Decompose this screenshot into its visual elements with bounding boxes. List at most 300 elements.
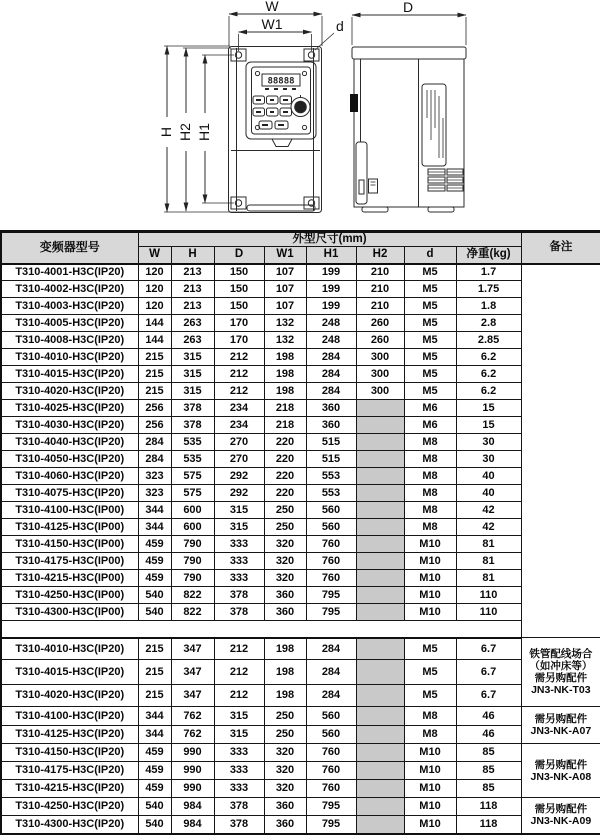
dim-cell: 2.85 — [456, 332, 521, 349]
dim-cell: 30 — [456, 434, 521, 451]
dim-cell: 210 — [356, 298, 404, 315]
dim-cell: M5 — [404, 298, 456, 315]
dim-cell: 270 — [214, 451, 264, 468]
table-row — [1, 264, 600, 281]
table-row — [1, 485, 600, 502]
label-d-hole: d — [336, 18, 344, 34]
remark-line: （如冲床等） — [529, 660, 593, 672]
label-depth: D — [402, 0, 414, 15]
dim-cell — [356, 816, 404, 834]
dim-cell: 120 — [138, 298, 171, 315]
remark-cell — [521, 707, 600, 744]
dim-cell: 790 — [171, 570, 214, 587]
dimension-drawing-svg — [0, 0, 600, 230]
dim-cell: 2.8 — [456, 315, 521, 332]
dim-cell: 248 — [306, 332, 356, 349]
dim-cell: 323 — [138, 485, 171, 502]
dim-cell: 378 — [214, 587, 264, 604]
dim-cell: 344 — [138, 519, 171, 536]
dim-cell: 212 — [214, 638, 264, 660]
header-remark: 备注 — [521, 232, 600, 264]
dim-cell: 150 — [214, 281, 264, 298]
dim-cell: 6.7 — [456, 660, 521, 685]
dim-cell: 459 — [138, 553, 171, 570]
dim-cell: M5 — [404, 315, 456, 332]
model-cell: T310-4020-H3C(IP20) — [1, 383, 138, 400]
dim-cell: 540 — [138, 798, 171, 816]
table-row — [1, 638, 600, 660]
dim-cell: M10 — [404, 798, 456, 816]
model-cell: T310-4010-H3C(IP20) — [1, 638, 138, 660]
dim-cell: 263 — [171, 332, 214, 349]
dim-cell: 315 — [214, 519, 264, 536]
table-header — [1, 232, 600, 264]
vent-slots — [428, 169, 463, 191]
model-cell: T310-4050-H3C(IP20) — [1, 451, 138, 468]
dim-cell: 600 — [171, 502, 214, 519]
dim-cell: 760 — [306, 780, 356, 798]
dim-cell: 144 — [138, 332, 171, 349]
dim-cell: 795 — [306, 798, 356, 816]
dim-cell: 333 — [214, 780, 264, 798]
dim-cell: 199 — [306, 281, 356, 298]
dim-cell: 210 — [356, 264, 404, 281]
dim-cell: 284 — [306, 638, 356, 660]
table-row — [1, 468, 600, 485]
dim-cell: 215 — [138, 366, 171, 383]
dim-cell: 560 — [306, 519, 356, 536]
dim-cell: 315 — [171, 383, 214, 400]
dim-cell: 560 — [306, 502, 356, 519]
dim-cell: 315 — [214, 502, 264, 519]
dim-cell: 378 — [171, 400, 214, 417]
table-row — [1, 587, 600, 604]
table-row — [1, 281, 600, 298]
dim-cell: 535 — [171, 434, 214, 451]
dim-cell: 1.7 — [456, 264, 521, 281]
dim-cell: M6 — [404, 400, 456, 417]
dim-cell: 110 — [456, 587, 521, 604]
header-w1: W1 — [264, 247, 306, 264]
dim-cell: 760 — [306, 536, 356, 553]
dim-cell — [356, 519, 404, 536]
model-cell: T310-4150-H3C(IP20) — [1, 744, 138, 762]
dim-cell: 170 — [214, 332, 264, 349]
dim-cell: 107 — [264, 264, 306, 281]
dim-cell: 459 — [138, 570, 171, 587]
remark-line: 铁管配线场合 — [529, 648, 593, 660]
dim-cell: 263 — [171, 315, 214, 332]
dim-cell: 110 — [456, 604, 521, 621]
dim-cell: 553 — [306, 485, 356, 502]
dim-cell: M5 — [404, 638, 456, 660]
dim-cell: 1.8 — [456, 298, 521, 315]
dim-cell: 315 — [214, 726, 264, 744]
dim-cell: M8 — [404, 519, 456, 536]
dim-cell: 760 — [306, 762, 356, 780]
dim-cell: 42 — [456, 519, 521, 536]
dim-cell: 347 — [171, 685, 214, 707]
dim-cell — [356, 780, 404, 798]
model-cell: T310-4015-H3C(IP20) — [1, 660, 138, 685]
dim-cell: 292 — [214, 485, 264, 502]
dim-cell: 344 — [138, 726, 171, 744]
table-row — [1, 451, 600, 468]
dim-cell: M5 — [404, 383, 456, 400]
dim-cell: M8 — [404, 726, 456, 744]
model-cell: T310-4125-H3C(IP20) — [1, 726, 138, 744]
model-cell: T310-4100-H3C(IP00) — [1, 502, 138, 519]
table-row — [1, 502, 600, 519]
dim-cell: 284 — [306, 383, 356, 400]
model-cell: T310-4001-H3C(IP20) — [1, 264, 138, 281]
front-view — [229, 47, 322, 213]
dim-cell: 218 — [264, 417, 306, 434]
dim-cell: 822 — [171, 587, 214, 604]
dim-cell: 210 — [356, 281, 404, 298]
remark-line: 需另购配件 — [534, 803, 588, 816]
dim-cell — [356, 417, 404, 434]
model-cell: T310-4002-H3C(IP20) — [1, 281, 138, 298]
dim-cell: 220 — [264, 485, 306, 502]
table-row — [1, 744, 600, 762]
dim-cell: M10 — [404, 816, 456, 834]
dim-cell: M8 — [404, 434, 456, 451]
dim-cell: 150 — [214, 264, 264, 281]
model-cell: T310-4060-H3C(IP20) — [1, 468, 138, 485]
dim-cell — [356, 570, 404, 587]
dim-cell: M5 — [404, 685, 456, 707]
display-digits: 88888 — [267, 76, 295, 87]
table-row — [1, 762, 600, 780]
dim-cell: 220 — [264, 468, 306, 485]
table-row — [1, 536, 600, 553]
dim-cell: 215 — [138, 660, 171, 685]
dim-cell: 118 — [456, 798, 521, 816]
dim-cell: 459 — [138, 744, 171, 762]
dim-cell: 360 — [306, 400, 356, 417]
model-cell: T310-4250-H3C(IP20) — [1, 798, 138, 816]
model-cell: T310-4250-H3C(IP00) — [1, 587, 138, 604]
status-led-marks — [265, 88, 296, 90]
dim-cell: 107 — [264, 281, 306, 298]
remark-line: JN3-NK-A07 — [530, 725, 592, 737]
dim-cell: 6.2 — [456, 383, 521, 400]
remark-cell-empty — [521, 264, 600, 638]
table-row — [1, 816, 600, 834]
remark-line: JN3-NK-A09 — [530, 815, 592, 828]
model-cell: T310-4100-H3C(IP20) — [1, 707, 138, 726]
dim-cell: 984 — [171, 798, 214, 816]
dim-cell: 85 — [456, 780, 521, 798]
dim-cell — [356, 685, 404, 707]
dim-cell — [356, 536, 404, 553]
dim-cell — [356, 726, 404, 744]
dim-cell: 1.75 — [456, 281, 521, 298]
dim-cell: 199 — [306, 264, 356, 281]
model-cell: T310-4003-H3C(IP20) — [1, 298, 138, 315]
dim-cell: M10 — [404, 587, 456, 604]
dim-cell: 213 — [171, 281, 214, 298]
dim-cell: 234 — [214, 417, 264, 434]
dim-cell: 760 — [306, 570, 356, 587]
label-w: W — [265, 0, 279, 14]
dim-cell: 256 — [138, 417, 171, 434]
dim-cell: 762 — [171, 707, 214, 726]
dim-cell: 220 — [264, 434, 306, 451]
table-row — [1, 570, 600, 587]
dim-cell: 990 — [171, 744, 214, 762]
dim-cell: M8 — [404, 707, 456, 726]
dim-cell: 46 — [456, 726, 521, 744]
dim-cell: 347 — [171, 660, 214, 685]
dim-cell: 40 — [456, 485, 521, 502]
dim-cell: M10 — [404, 780, 456, 798]
dim-cell: 120 — [138, 264, 171, 281]
dimensions-table — [0, 230, 600, 835]
dim-cell: 315 — [171, 366, 214, 383]
table-row — [1, 417, 600, 434]
remark-line: JN3-NK-T03 — [531, 684, 591, 696]
dim-cell: 300 — [356, 366, 404, 383]
dim-cell — [356, 762, 404, 780]
dim-cell: 760 — [306, 744, 356, 762]
dim-cell: 144 — [138, 315, 171, 332]
dim-cell: 575 — [171, 485, 214, 502]
dim-cell: M10 — [404, 604, 456, 621]
dim-cell: 213 — [171, 264, 214, 281]
dim-cell: 347 — [171, 638, 214, 660]
dim-cell: 198 — [264, 383, 306, 400]
table-row — [1, 685, 600, 707]
model-cell: T310-4025-H3C(IP20) — [1, 400, 138, 417]
dim-cell: 320 — [264, 762, 306, 780]
remark-cell — [521, 638, 600, 707]
dim-cell: 575 — [171, 468, 214, 485]
table-row — [1, 553, 600, 570]
dim-cell: 459 — [138, 780, 171, 798]
dim-cell: 215 — [138, 685, 171, 707]
dim-cell: 284 — [306, 660, 356, 685]
dim-cell: 15 — [456, 400, 521, 417]
dim-cell: 250 — [264, 502, 306, 519]
dim-cell: 378 — [214, 604, 264, 621]
label-h1: H1 — [196, 123, 212, 141]
header-h2: H2 — [356, 247, 404, 264]
dim-cell — [356, 587, 404, 604]
nameplate-label — [422, 84, 446, 166]
dim-cell: 284 — [138, 434, 171, 451]
dim-cell — [356, 707, 404, 726]
dim-cell: 360 — [306, 417, 356, 434]
dim-cell: 315 — [214, 707, 264, 726]
screw-icon — [302, 71, 306, 75]
dim-cell — [356, 468, 404, 485]
dim-cell: 132 — [264, 315, 306, 332]
dim-cell: 256 — [138, 400, 171, 417]
model-cell: T310-4008-H3C(IP20) — [1, 332, 138, 349]
dim-cell — [356, 604, 404, 621]
dim-cell: 215 — [138, 383, 171, 400]
dim-cell: 515 — [306, 451, 356, 468]
dim-cell: M5 — [404, 366, 456, 383]
dim-cell: 6.7 — [456, 685, 521, 707]
dim-cell: 118 — [456, 816, 521, 834]
dim-cell — [356, 485, 404, 502]
remark-line: JN3-NK-A08 — [530, 770, 592, 783]
dim-cell: 553 — [306, 468, 356, 485]
model-cell: T310-4020-H3C(IP20) — [1, 685, 138, 707]
separator-cell — [1, 621, 521, 638]
dim-cell: 320 — [264, 570, 306, 587]
dim-cell: 30 — [456, 451, 521, 468]
dim-cell: M5 — [404, 660, 456, 685]
dimension-labels — [158, 0, 413, 141]
dim-cell: 540 — [138, 604, 171, 621]
header-weight: 净重(kg) — [456, 247, 521, 264]
table-row — [1, 707, 600, 726]
dim-cell — [356, 638, 404, 660]
dim-cell: 459 — [138, 762, 171, 780]
dim-cell: M10 — [404, 553, 456, 570]
dim-cell: 6.2 — [456, 366, 521, 383]
dim-cell — [356, 553, 404, 570]
dim-cell — [356, 798, 404, 816]
label-w1: W1 — [261, 16, 283, 32]
dim-cell: 333 — [214, 553, 264, 570]
dim-cell: 790 — [171, 536, 214, 553]
dim-cell: 984 — [171, 816, 214, 834]
dimension-drawing — [0, 0, 600, 230]
dim-cell: 795 — [306, 816, 356, 834]
dim-cell: 790 — [171, 553, 214, 570]
label-h2: H2 — [177, 123, 193, 141]
keypad-panel — [246, 62, 316, 147]
dim-cell: 213 — [171, 298, 214, 315]
remark-cell — [521, 744, 600, 798]
dim-cell: 250 — [264, 726, 306, 744]
dim-cell: 315 — [171, 349, 214, 366]
separator-row — [1, 621, 600, 638]
model-cell: T310-4175-H3C(IP00) — [1, 553, 138, 570]
side-foot — [362, 207, 388, 212]
header-screw: d — [404, 247, 456, 264]
dim-cell: 220 — [264, 451, 306, 468]
mounting-tab — [350, 94, 358, 112]
dim-cell: 344 — [138, 502, 171, 519]
remark-line: 需另购配件 — [534, 672, 588, 684]
dim-cell: 81 — [456, 553, 521, 570]
dim-cell: 284 — [306, 349, 356, 366]
dim-cell: 198 — [264, 349, 306, 366]
table-row — [1, 434, 600, 451]
dim-cell: 284 — [306, 366, 356, 383]
table-row — [1, 726, 600, 744]
dim-cell: 822 — [171, 604, 214, 621]
model-cell: T310-4300-H3C(IP20) — [1, 816, 138, 834]
table-row — [1, 780, 600, 798]
side-view — [350, 47, 466, 212]
dim-cell: 990 — [171, 762, 214, 780]
dim-cell: 760 — [306, 553, 356, 570]
dim-cell: 198 — [264, 685, 306, 707]
potentiometer-knob — [291, 95, 310, 117]
model-cell: T310-4215-H3C(IP20) — [1, 780, 138, 798]
side-foot — [428, 207, 454, 212]
dim-cell: 320 — [264, 536, 306, 553]
dim-cell: 6.2 — [456, 349, 521, 366]
dim-cell: 250 — [264, 519, 306, 536]
table-row — [1, 332, 600, 349]
dim-cell: M10 — [404, 570, 456, 587]
dim-cell: 132 — [264, 332, 306, 349]
dim-cell — [356, 502, 404, 519]
dim-cell: 284 — [306, 685, 356, 707]
dim-cell: 85 — [456, 762, 521, 780]
dim-cell: 107 — [264, 298, 306, 315]
label-h: H — [158, 126, 174, 138]
dim-cell: M6 — [404, 417, 456, 434]
dim-cell: 333 — [214, 744, 264, 762]
model-cell: T310-4030-H3C(IP20) — [1, 417, 138, 434]
table-row — [1, 298, 600, 315]
dim-cell — [356, 744, 404, 762]
model-cell: T310-4125-H3C(IP00) — [1, 519, 138, 536]
dim-cell: 198 — [264, 660, 306, 685]
dim-cell: 378 — [214, 798, 264, 816]
dim-cell: 42 — [456, 502, 521, 519]
dim-cell: 212 — [214, 685, 264, 707]
dim-cell: 270 — [214, 434, 264, 451]
table-row — [1, 366, 600, 383]
table-row — [1, 660, 600, 685]
dim-cell: M5 — [404, 281, 456, 298]
table-row — [1, 383, 600, 400]
header-model: 变频器型号 — [1, 232, 138, 264]
dim-cell: 515 — [306, 434, 356, 451]
dim-cell: 199 — [306, 298, 356, 315]
header-d: D — [214, 247, 264, 264]
dim-cell: 795 — [306, 587, 356, 604]
dim-cell: M10 — [404, 744, 456, 762]
dim-cell: M5 — [404, 264, 456, 281]
dim-cell: M8 — [404, 485, 456, 502]
dim-cell: 260 — [356, 315, 404, 332]
dim-cell: 333 — [214, 762, 264, 780]
header-w: W — [138, 247, 171, 264]
dim-cell: 320 — [264, 780, 306, 798]
dim-cell: 150 — [214, 298, 264, 315]
model-cell: T310-4175-H3C(IP20) — [1, 762, 138, 780]
dim-cell: 250 — [264, 707, 306, 726]
dim-cell: 248 — [306, 315, 356, 332]
dim-cell: 795 — [306, 604, 356, 621]
header-dims-group: 外型尺寸(mm) — [138, 232, 521, 247]
dim-cell: M8 — [404, 468, 456, 485]
certification-tag — [369, 179, 378, 193]
dim-cell: 540 — [138, 587, 171, 604]
dim-cell: 46 — [456, 707, 521, 726]
dim-cell: 459 — [138, 536, 171, 553]
dim-cell: 212 — [214, 383, 264, 400]
dim-cell: 378 — [214, 816, 264, 834]
dim-cell: 6.7 — [456, 638, 521, 660]
dim-cell: 360 — [264, 798, 306, 816]
model-cell: T310-4015-H3C(IP20) — [1, 366, 138, 383]
dim-cell: M5 — [404, 332, 456, 349]
model-cell: T310-4075-H3C(IP20) — [1, 485, 138, 502]
dim-cell — [356, 434, 404, 451]
